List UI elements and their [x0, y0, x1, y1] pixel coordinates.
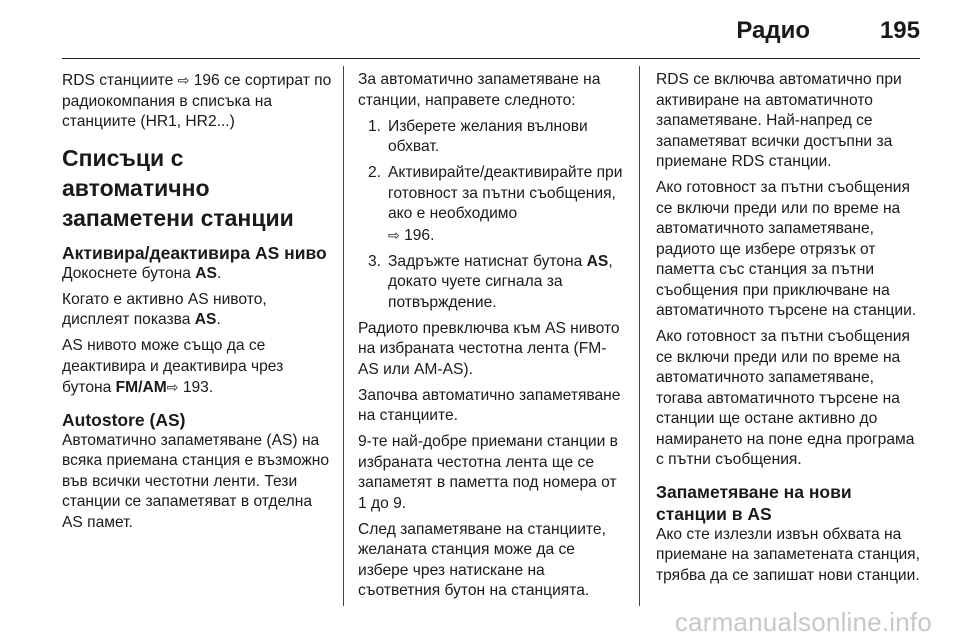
page-ref-arrow-icon: ⇨	[388, 226, 400, 243]
autostore-steps-list	[358, 117, 626, 314]
column-middle	[358, 70, 626, 607]
as-button-label: AS	[586, 252, 609, 270]
page-ref-arrow-icon: ⇨	[177, 72, 190, 88]
page-number: 195	[879, 17, 920, 44]
autostore-steps-intro: За автоматично запаметяване на станции, направете следното:	[358, 71, 601, 109]
after-store-paragraph: След запаметяване на станциите, желаната станция може да се избере чрез натискане на съответния бутон на станцията.	[358, 520, 606, 599]
page-ref-arrow-icon: ⇨	[166, 379, 179, 395]
traffic-ready-paragraph-2: Ако готовност за пътни съобщения се включи преди или по време на автоматичното запаметяване, тогава автоматичното търсене на станции ще остане активно до намирането на поне една програма с пътни съобщения.	[656, 328, 915, 468]
column-divider-right	[639, 66, 640, 606]
start-paragraph: Започва автоматично запаметяване на станциите.	[358, 386, 621, 424]
switch-paragraph: Радиото превключва към AS нивото на избраната честотна лента (FM-AS или AM-AS).	[358, 319, 620, 378]
column-divider-left	[343, 66, 344, 606]
as-deactivate-paragraph: AS нивото може също да се деактивира и деактивира чрез бутона FM/AM⇨ 193.	[62, 337, 284, 396]
best-stations-paragraph: 9-те най-добре приемани станции в избраната честотна лента ще се запаметят в паметта под номера от 1 до 9.	[358, 433, 618, 512]
list-item: 1. Изберете желания вълнови обхват.	[368, 117, 588, 155]
traffic-ready-paragraph-1: Ако готовност за пътни съобщения се включи преди или по време на автоматичното запаметяване, радиото ще избере отрязък от паметта със станция за пътни съобщения при приключване на автоматичното търсене на станции.	[656, 179, 917, 319]
column-left	[62, 70, 332, 539]
section-heading-autostore-lists: Списъци с автоматично запаметени станции	[62, 144, 294, 231]
page-header	[62, 0, 920, 59]
rds-sort-paragraph: RDS станциите ⇨ 196 се сортират по радиокомпания в списъка на станциите (HR1, HR2...)	[62, 72, 332, 130]
list-item: 2. Активирайте/деактивирайте при готовност за пътни съобщения, ако е необходимо ⇨ 196.	[368, 164, 623, 244]
subheading-as-level: Активира/деактивира AS ниво	[62, 242, 327, 263]
autostore-paragraph: Автоматично запаметяване (AS) на всяка приемана станция е възможно във всички честотни ленти. Тези станции се запаметяват в отделна AS памет.	[62, 431, 330, 531]
chapter-title: Радио	[736, 17, 810, 44]
new-stations-paragraph: Ако сте излезли извън обхвата на приемане на запаметената станция, трябва да се запишат нови станции.	[656, 525, 920, 584]
press-as-paragraph: Докоснете бутона AS.	[62, 264, 222, 282]
rds-auto-paragraph: RDS се включва автоматично при активиране на автоматичното запаметяване. Най-напред се запаметяват всички достъпни за приемане RDS станции.	[656, 71, 902, 170]
column-right	[656, 70, 924, 592]
as-button-label: AS	[195, 264, 217, 282]
as-active-paragraph: Когато е активно AS нивото, дисплеят показва AS.	[62, 290, 267, 328]
as-display-label: AS	[194, 311, 217, 328]
subheading-autostore: Autostore (AS)	[62, 409, 186, 430]
watermark-text: carmanualsonline.info	[674, 607, 932, 637]
list-item: 3. Задръжте натиснат бутона AS, докато чуете сигнала за потвърждение.	[368, 252, 613, 311]
fm-am-button-label: FM/AM	[115, 379, 167, 396]
subheading-new-stations: Запаметяване на нови станции в AS	[656, 481, 852, 524]
